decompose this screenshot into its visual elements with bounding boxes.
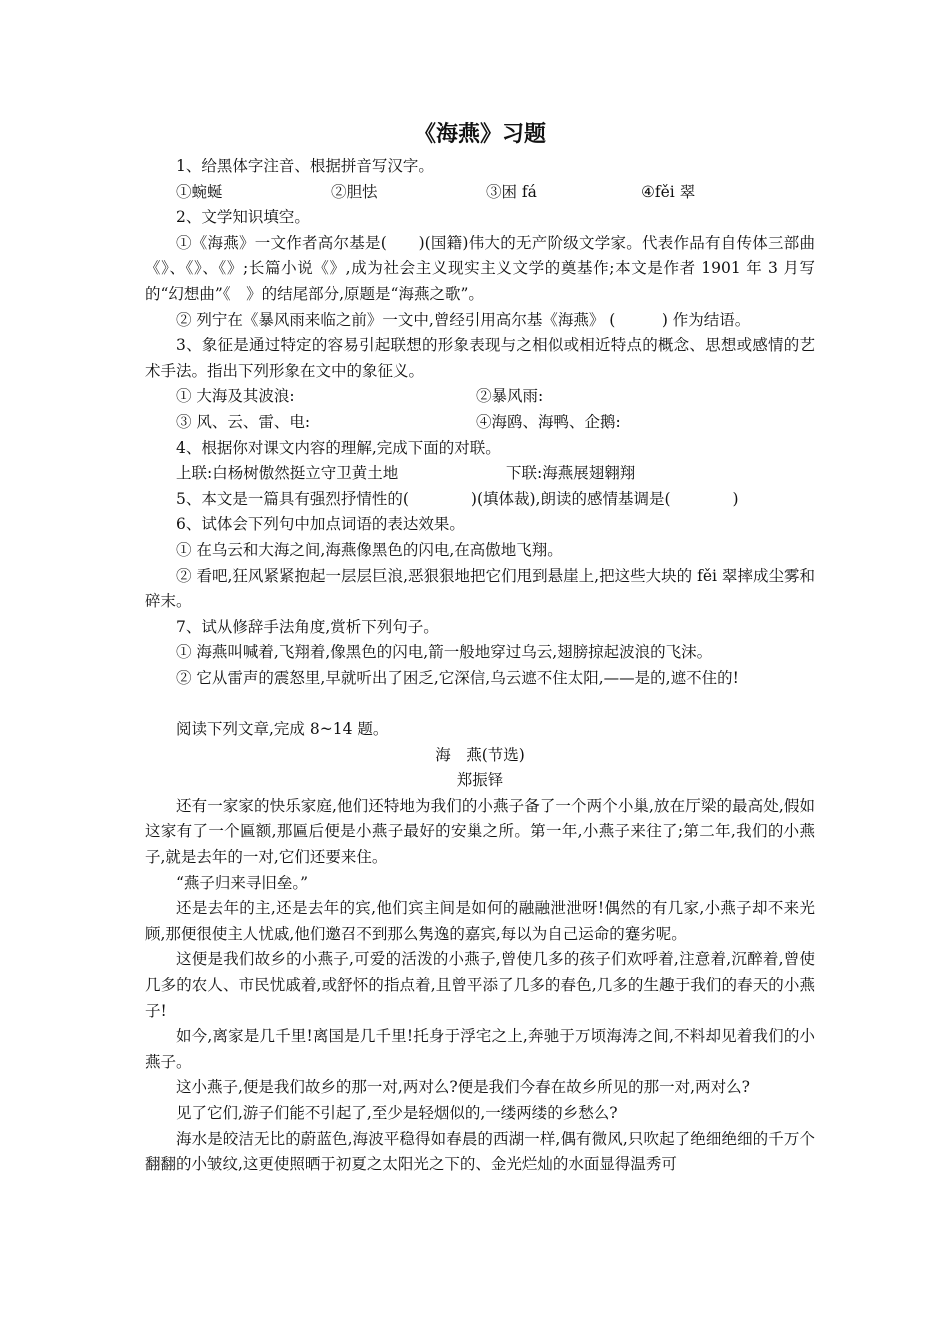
- question-7-sentence-1: ① 海燕叫喊着,飞翔着,像黑色的闪电,箭一般地穿过乌云,翅膀掠起波浪的飞沫。: [176, 643, 713, 662]
- question-2-part-2: ② 列宁在《暴风雨来临之前》一文中,曾经引用高尔基《海燕》 ( ) 作为结语。: [176, 310, 751, 329]
- reading-paragraph: “燕子归来寻旧垒。”: [176, 873, 309, 892]
- q1-item: ②胆怯: [331, 182, 378, 201]
- couplet-lower: 下联:海燕展翅翱翔: [506, 464, 636, 483]
- question-1-prompt: 1、给黑体字注音、根据拼音写汉字。: [176, 157, 434, 175]
- q1-item: ①蜿蜒: [176, 182, 223, 201]
- reading-paragraph: 如今,离家是几千里!离国是几千里!托身于浮宅之上,奔驰于万顷海涛之间,不料却见着我们的小燕子。: [145, 1027, 815, 1071]
- reading-title: 海 燕(节选): [435, 745, 525, 764]
- question-3-items-row-2: [145, 410, 815, 436]
- question-5-prompt: 5、本文是一篇具有强烈抒情性的( )(填体裁),朗读的感情基调是( ): [176, 489, 739, 508]
- reading-author: 郑振铎: [456, 771, 504, 790]
- reading-paragraph: 这便是我们故乡的小燕子,可爱的活泼的小燕子,曾使几多的孩子们欢呼着,注意着,沉醉着,曾使几多的农人、市民忧戚着,或舒怀的指点着,且曾平添了几多的春色,几多的生趣于我们的春天的小燕子!: [145, 950, 815, 1020]
- question-6-sentence-1: ① 在乌云和大海之间,海燕像黑色的闪电,在高傲地飞翔。: [176, 540, 563, 559]
- question-6-prompt: 6、试体会下列句中加点词语的表达效果。: [176, 515, 465, 534]
- reading-intro: 阅读下列文章,完成 8~14 题。: [176, 720, 389, 739]
- question-7-sentence-2: ② 它从雷声的震怒里,早就听出了困乏,它深信,乌云遮不住太阳,——是的,遮不住的!: [176, 668, 739, 687]
- reading-paragraph: 还有一家家的快乐家庭,他们还特地为我们的小燕子备了一个两个小巢,放在厅梁的最高处,假如这家有了一个匾额,那匾后便是小燕子最好的安巢之所。第一年,小燕子来往了;第二年,我们的小燕子,就是去年的一对,它们还要来住。: [145, 796, 815, 867]
- couplet-row: [145, 461, 815, 487]
- question-1-items: [145, 180, 815, 206]
- reading-paragraph: 见了它们,游子们能不引起了,至少是轻烟似的,一缕两缕的乡愁么?: [176, 1103, 618, 1122]
- question-2-part-1: ①《海燕》一文作者高尔基是( )(国籍)伟大的无产阶级文学家。代表作品有自传体三部曲《》、《》、《》;长篇小说《》,成为社会主义现实主义文学的奠基作;本文是作者 1901 年 3 月写的“幻想曲”《 》的结尾部分,原题是“海燕之歌”。: [145, 233, 815, 303]
- question-3-prompt: 3、象征是通过特定的容易引起联想的形象表现与之相似或相近特点的概念、思想或感情的艺术手法。指出下列形象在文中的象征义。: [145, 336, 815, 380]
- question-4-prompt: 4、根据你对课文内容的理解,完成下面的对联。: [176, 438, 501, 457]
- q3-item: ②暴风雨:: [476, 387, 544, 406]
- spacer: [145, 691, 815, 717]
- question-3-items-row-1: [145, 384, 815, 410]
- reading-paragraph: 这小燕子,便是我们故乡的那一对,两对么?便是我们今春在故乡所见的那一对,两对么?: [176, 1078, 750, 1097]
- reading-paragraph: 还是去年的主,还是去年的宾,他们宾主间是如何的融融泄泄呀!偶然的有几家,小燕子却不来光顾,那便很使主人忧戚,他们邀召不到那么隽逸的嘉宾,每以为自己运命的蹇劣呢。: [145, 899, 815, 943]
- couplet-upper: 上联:白杨树傲然挺立守卫黄土地: [176, 464, 399, 483]
- question-2-prompt: 2、文学知识填空。: [176, 208, 310, 227]
- q3-item: ① 大海及其波浪:: [176, 387, 295, 406]
- question-7-prompt: 7、试从修辞手法角度,赏析下列句子。: [176, 617, 439, 636]
- page-title: 《海燕》习题: [413, 121, 546, 147]
- q3-item: ③ 风、云、雷、电:: [176, 412, 311, 431]
- q1-item: ③困 fá: [486, 182, 537, 201]
- worksheet-page: [145, 118, 815, 1178]
- q3-item: ④海鸥、海鸭、企鹅:: [476, 412, 621, 431]
- reading-paragraph: 海水是皎洁无比的蔚蓝色,海波平稳得如春晨的西湖一样,偶有微风,只吹起了绝细绝细的千万个翻翻的小皱纹,这更使照晒于初夏之太阳光之下的、金光烂灿的水面显得温秀可: [145, 1129, 815, 1174]
- q1-item: ④fěi 翠: [641, 182, 696, 201]
- question-6-sentence-2: ② 看吧,狂风紧紧抱起一层层巨浪,恶狠狠地把它们甩到悬崖上,把这些大块的 fěi 翠摔成尘雾和碎末。: [145, 566, 815, 611]
